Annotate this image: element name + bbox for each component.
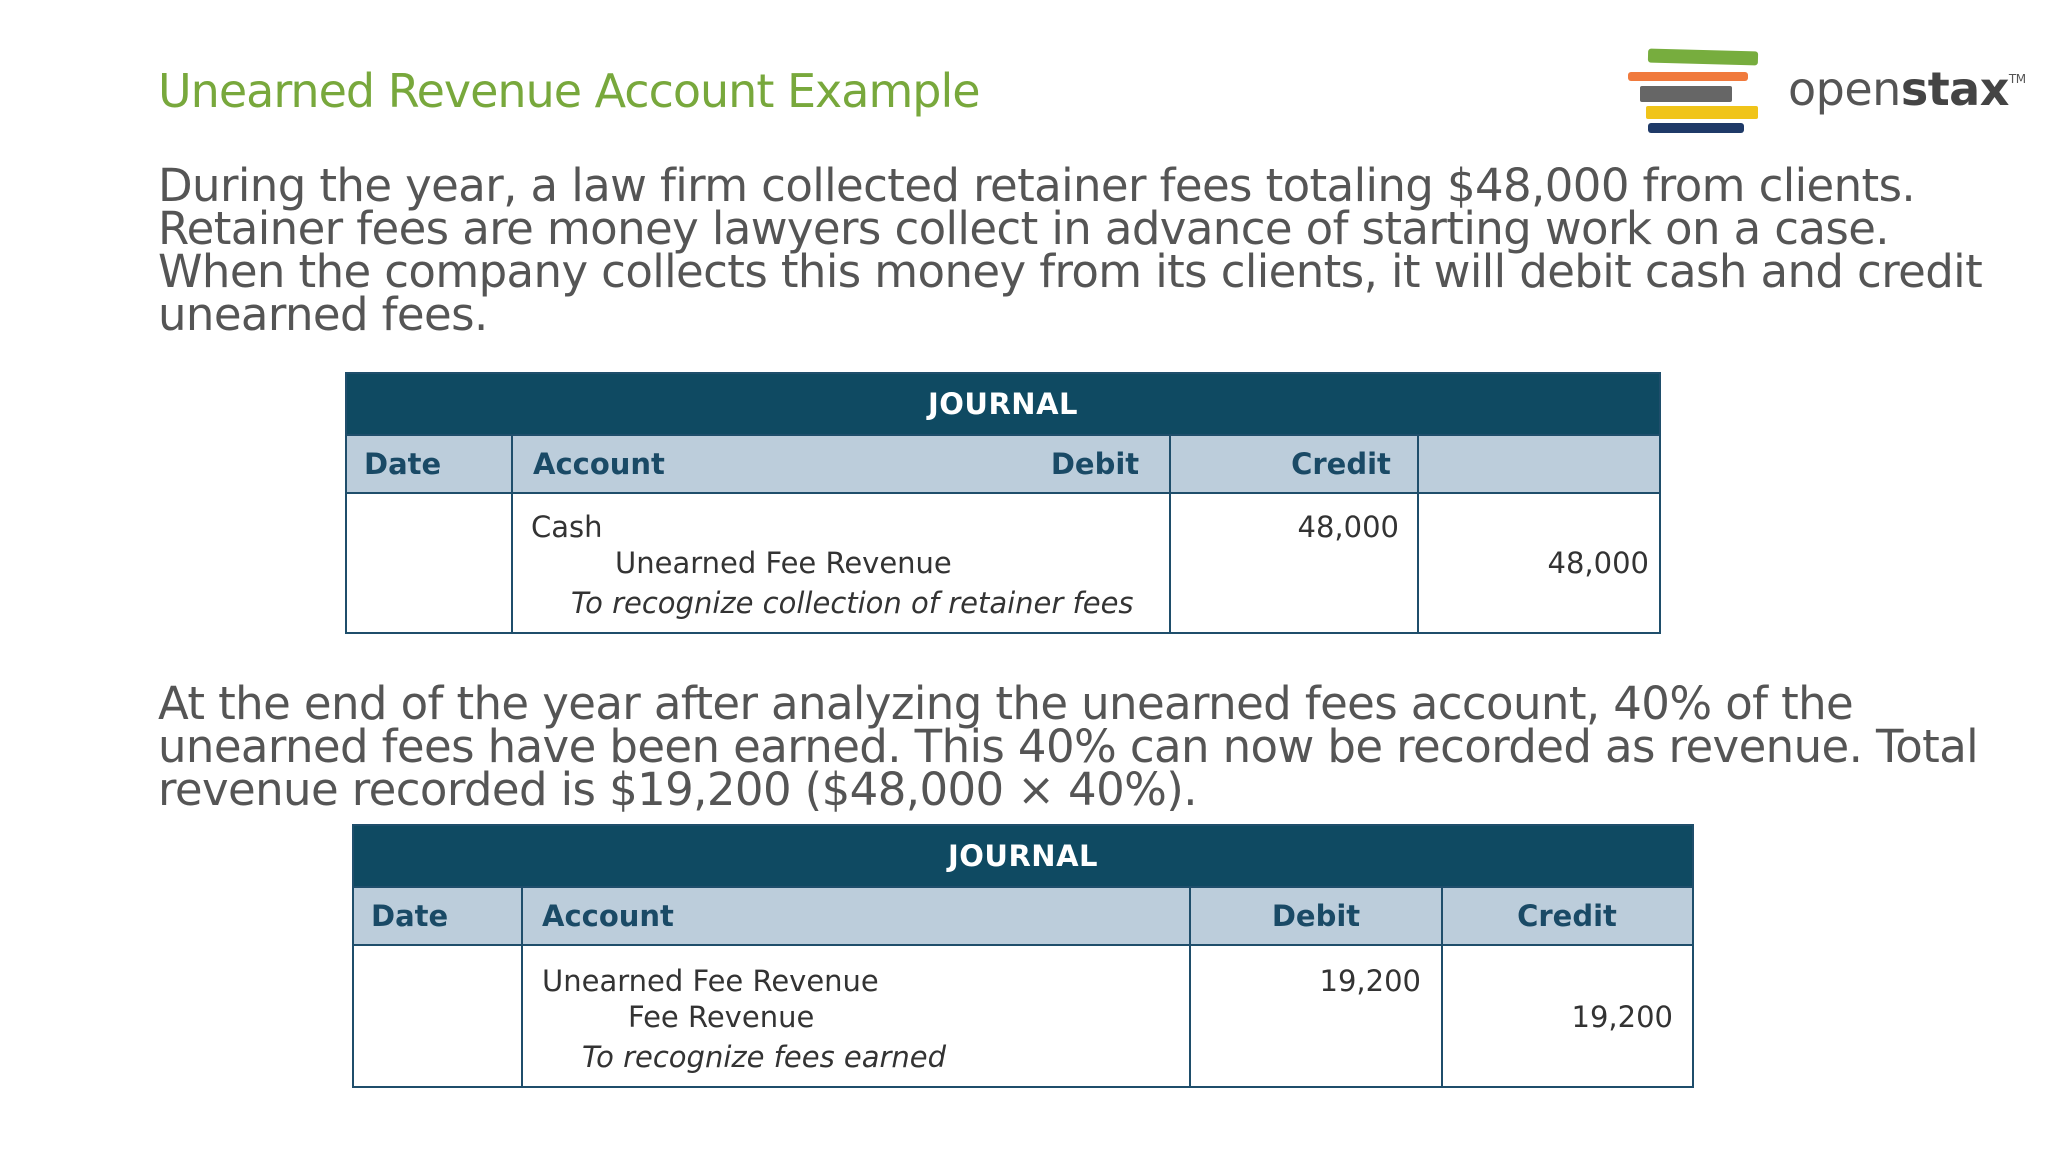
credit-amount: 48,000 <box>1547 546 1649 580</box>
debit-amount: 19,200 <box>1319 964 1421 998</box>
journal-column-header-row <box>347 434 1659 494</box>
column-date: Date <box>364 447 442 481</box>
credit-account-name: Unearned Fee Revenue <box>615 546 952 580</box>
credit-amount: 19,200 <box>1571 1000 1673 1034</box>
journal-heading: JOURNAL <box>347 374 1659 434</box>
intro-paragraph: During the year, a law firm collected retainer fees totaling $48,000 from clients. Retainer fees are money lawyers collect in advance of starting work on a case. When the company collects this money from its clients, it will debit cash and credit unearned fees. <box>158 159 1983 341</box>
column-date: Date <box>371 899 449 933</box>
column-divider <box>1441 886 1443 1086</box>
books-logo-icon <box>1628 46 1768 136</box>
journal-heading: JOURNAL <box>354 826 1692 886</box>
column-debit: Debit <box>1271 899 1361 933</box>
journal-column-header-row <box>354 886 1692 946</box>
journal-table-adjustment <box>352 824 1694 1088</box>
slide-title: Unearned Revenue Account Example <box>158 64 980 118</box>
column-divider <box>1417 434 1419 632</box>
openstax-logo <box>1628 46 2026 136</box>
debit-account-name: Cash <box>531 510 603 544</box>
column-divider <box>511 434 513 632</box>
analysis-paragraph: At the end of the year after analyzing the unearned fees account, 40% of the unearned fees have been earned. This 40% can now be recorded as revenue. Total revenue recorded is $19,200 ($48,000 × 40%). <box>158 677 1979 816</box>
journal-table-collection <box>345 372 1661 634</box>
column-account: Account <box>533 447 665 481</box>
entry-memo: To recognize fees earned <box>582 1040 947 1074</box>
column-credit: Credit <box>1291 447 1391 481</box>
column-credit: Credit <box>1517 899 1617 933</box>
entry-memo: To recognize collection of retainer fees <box>571 586 1134 620</box>
column-account: Account <box>542 899 674 933</box>
column-divider <box>521 886 523 1086</box>
column-debit: Debit <box>1050 447 1140 481</box>
logo-wordmark: openstax™ <box>1788 62 2026 116</box>
debit-account-name: Unearned Fee Revenue <box>542 964 879 998</box>
credit-account-name: Fee Revenue <box>628 1000 815 1034</box>
debit-amount: 48,000 <box>1297 510 1399 544</box>
